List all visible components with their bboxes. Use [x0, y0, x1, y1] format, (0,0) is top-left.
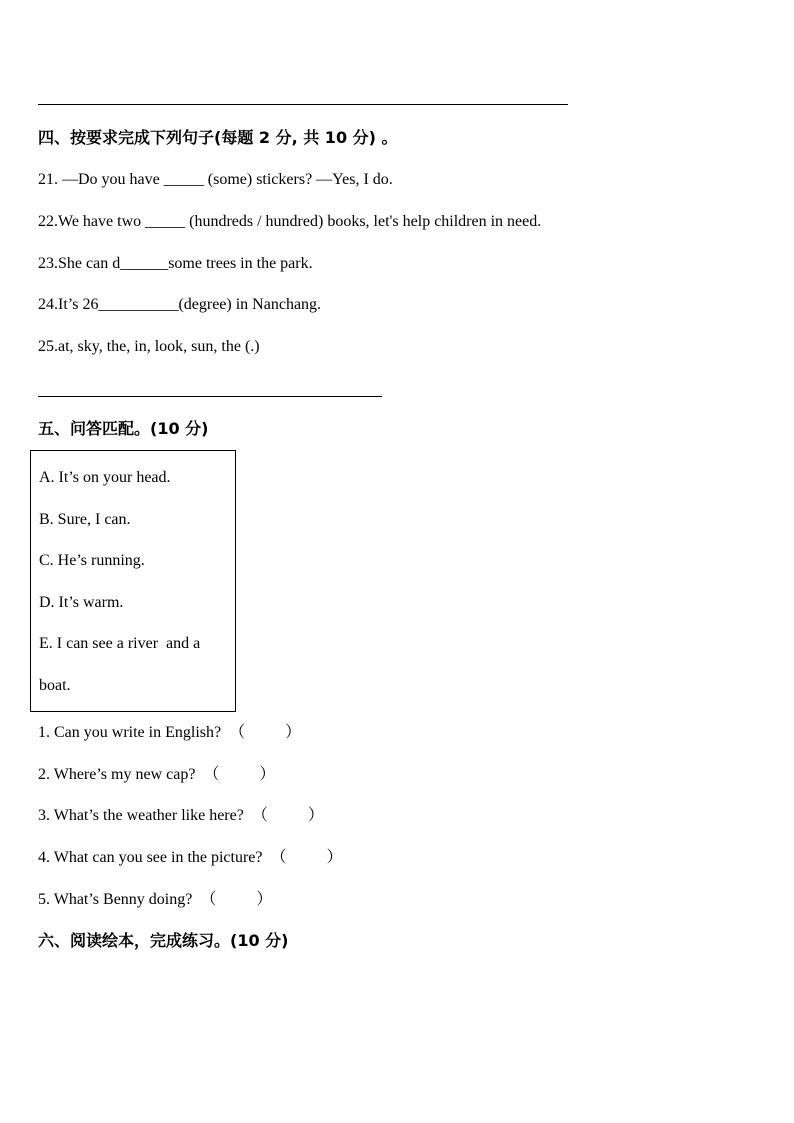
option-e: E. I can see a river and a [39, 635, 201, 652]
option-d: D. It’s warm. [39, 594, 124, 611]
question-22: 22.We have two _____ (hundreds / hundred) books, let's help children in need. [38, 213, 542, 230]
option-a: A. It’s on your head. [39, 469, 171, 486]
match-question-2: 2. Where’s my new cap? （ ） [38, 766, 276, 783]
section-6-heading: 六、阅读绘本，完成练习。(10 分) [38, 931, 289, 950]
match-question-5: 5. What’s Benny doing? （ ） [38, 891, 273, 908]
match-question-4: 4. What can you see in the picture? （ ） [38, 849, 343, 866]
answer-line-25 [38, 396, 382, 397]
section-4-heading: 四、按要求完成下列句子(每题 2 分, 共 10 分) 。 [38, 128, 398, 147]
option-e-continued: boat. [39, 677, 71, 694]
option-b: B. Sure, I can. [39, 511, 131, 528]
question-25: 25.at, sky, the, in, look, sun, the (.) [38, 338, 260, 355]
section-5-heading: 五、问答匹配。(10 分) [38, 419, 209, 438]
match-question-3: 3. What’s the weather like here? （ ） [38, 807, 324, 824]
question-21: 21. —Do you have _____ (some) stickers? —Yes, I do. [38, 171, 393, 188]
question-23: 23.She can d______some trees in the park. [38, 255, 313, 272]
options-box [30, 450, 236, 712]
answer-line-top [38, 104, 568, 105]
option-c: C. He’s running. [39, 552, 145, 569]
question-24: 24.It’s 26__________(degree) in Nanchang. [38, 296, 322, 313]
match-question-1: 1. Can you write in English? （ ） [38, 724, 302, 741]
